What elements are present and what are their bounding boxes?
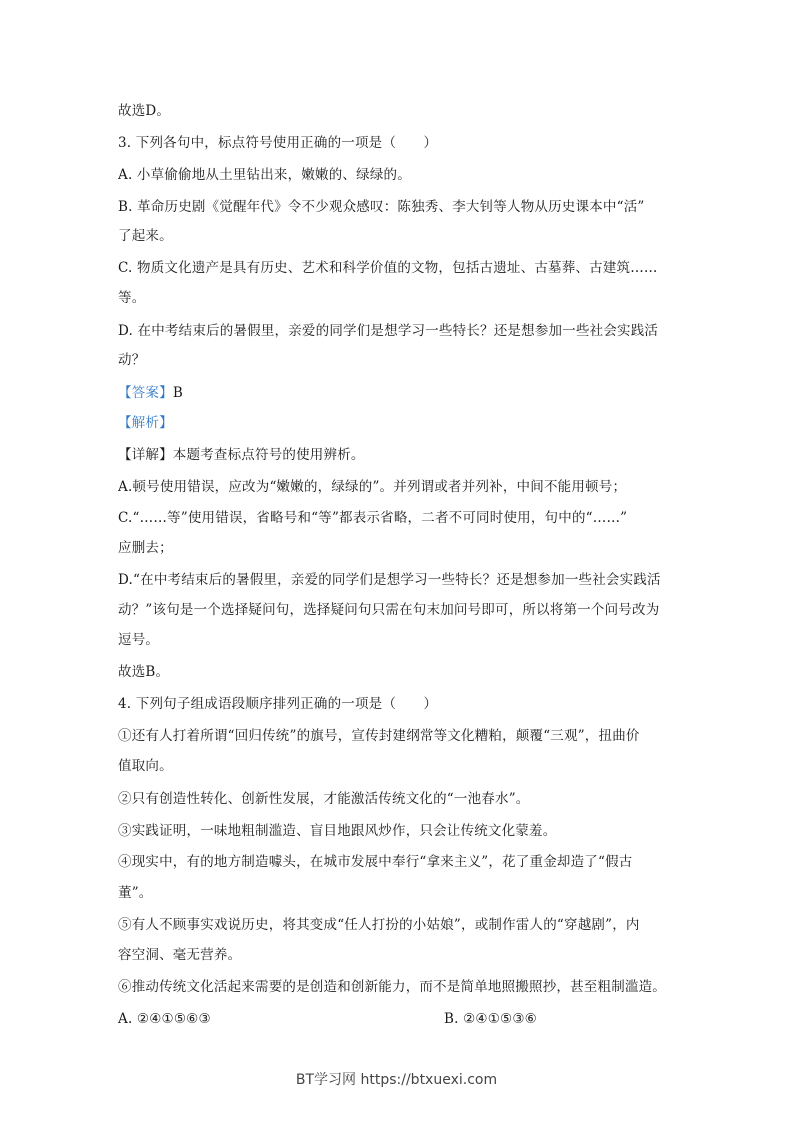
option-c-cont: 等。 [118,290,146,306]
question-3: 3. 下列各句中，标点符号使用正确的一项是（ ） [118,135,438,151]
page-footer: BT学习网 https://btxuexi.com [295,1072,498,1088]
detail-c: C.“……等”使用错误，省略号和“等”都表示省略，二者不可同时使用，句中的“……” [118,510,628,526]
text-line: 故选B。 [118,664,170,680]
option-b-cont: 了起来。 [118,228,173,244]
detail-a: A.顿号使用错误，应改为“嫩嫩的，绿绿的”。并列谓或者并列补，中间不能用顿号； [118,479,627,495]
sentence-3: ③实践证明，一味地粗制滥造、盲目地跟风炒作，只会让传统文化蒙羞。 [118,823,557,839]
sentence-5-cont: 容空洞、毫无营养。 [118,947,242,963]
answer-value: B [172,385,183,401]
text-line: 故选D。 [118,103,171,119]
detail-intro: 【详解】本题考查标点符号的使用辨析。 [118,447,365,463]
option-d: D. 在中考结束后的暑假里，亲爱的同学们是想学习一些特长？还是想参加一些社会实践活 [118,323,659,339]
detail-c-cont: 应删去； [118,540,173,556]
sentence-2: ②只有创造性转化、创新性发展，才能激活传统文化的“一池春水”。 [118,791,530,807]
option-d-cont: 动？ [118,352,146,368]
option-a: A. 小草偷偷地从土里钻出来，嫩嫩的、绿绿的。 [118,167,411,183]
sentence-6: ⑥推动传统文化活起来需要的是创造和创新能力，而不是简单地照搬照抄，甚至粗制滥造。 [118,979,666,995]
sentence-4: ④现实中，有的地方制造噱头，在城市发展中奉行“拿来主义”，花了重金却造了“假古 [118,854,633,870]
detail-d-cont2: 逗号。 [118,632,160,648]
sentence-1: ①还有人打着所谓“回归传统”的旗号，宣传封建纲常等文化糟粕，颠覆“三观”，扭曲价 [118,728,640,744]
option-q4-a: A. ②④①⑤⑥③ [118,1011,211,1027]
option-b: B. 革命历史剧《觉醒年代》令不少观众感叹：陈独秀、李大钊等人物从历史课本中“活” [118,199,645,215]
sentence-5: ⑤有人不顾事实戏说历史，将其变成“任人打扮的小姑娘”，或制作雷人的“穿越剧”，内 [118,917,640,933]
sentence-1-cont: 值取向。 [118,758,173,774]
answer-tag: 【答案】 [118,385,173,401]
sentence-4-cont: 董”。 [118,885,153,901]
option-q4-b: B. ②④①⑤③⑥ [444,1011,537,1027]
question-4: 4. 下列句子组成语段顺序排列正确的一项是（ ） [118,696,438,712]
option-c: C. 物质文化遗产是具有历史、艺术和科学价值的文物，包括古遗址、古墓葬、古建筑…… [118,260,658,276]
detail-d-cont: 动？”该句是一个选择疑问句，选择疑问句只需在句末加问号即可，所以将第一个问号改为 [118,602,660,618]
detail-d: D.“在中考结束后的暑假里，亲爱的同学们是想学习一些特长？还是想参加一些社会实践活 [118,572,661,588]
answer-line [118,383,183,403]
options-row [118,1009,211,1029]
analysis-tag: 【解析】 [118,415,173,431]
